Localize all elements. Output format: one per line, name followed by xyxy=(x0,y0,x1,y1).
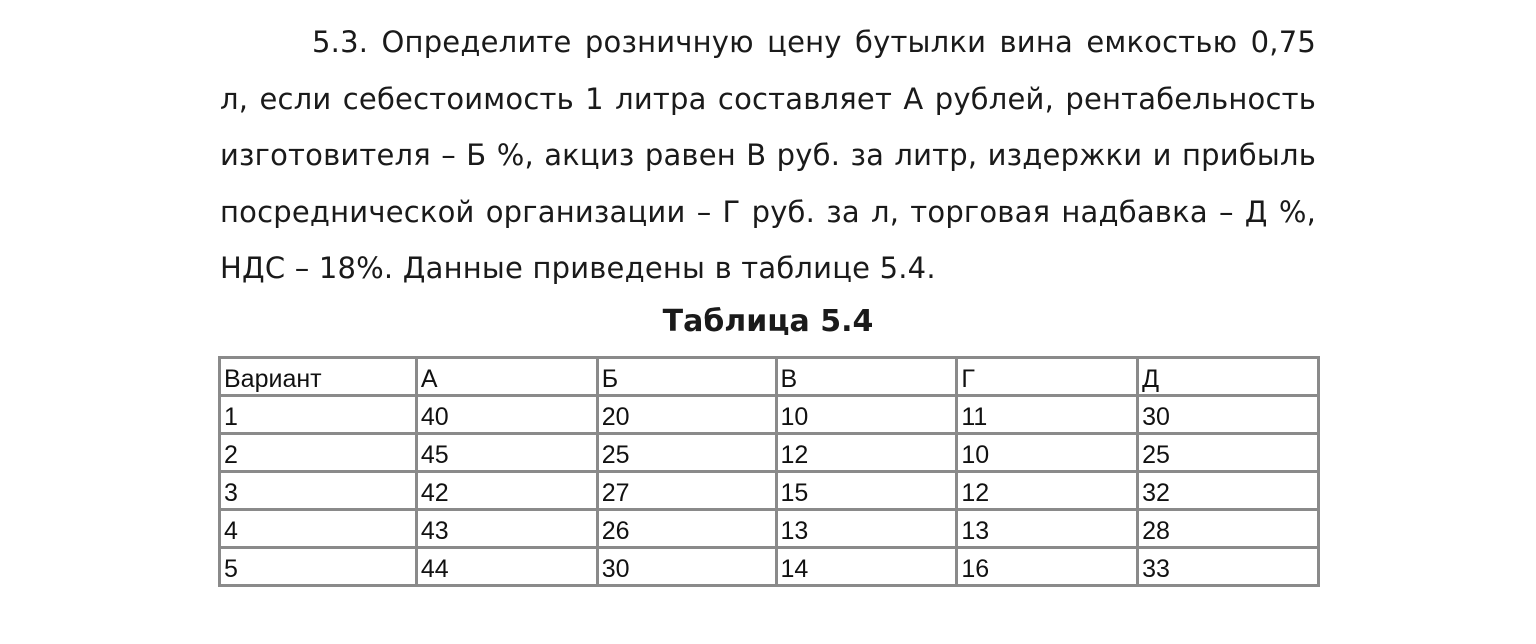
table-row xyxy=(220,510,1319,548)
table-row xyxy=(220,434,1319,472)
header-cell-a: А xyxy=(416,358,597,396)
table-cell: 16 xyxy=(957,548,1138,586)
table-cell: 11 xyxy=(957,396,1138,434)
table-cell: 25 xyxy=(597,434,776,472)
table-cell: 30 xyxy=(1138,396,1319,434)
table-cell: 33 xyxy=(1138,548,1319,586)
variants-table xyxy=(218,356,1320,587)
table-row xyxy=(220,548,1319,586)
table-cell: 12 xyxy=(957,472,1138,510)
table-cell: 10 xyxy=(776,396,957,434)
table-cell: 15 xyxy=(776,472,957,510)
header-cell-d: Д xyxy=(1138,358,1319,396)
table-row xyxy=(220,472,1319,510)
table-cell: 20 xyxy=(597,396,776,434)
table-cell: 44 xyxy=(416,548,597,586)
table-cell: 40 xyxy=(416,396,597,434)
table-cell: 1 xyxy=(220,396,417,434)
table-cell: 43 xyxy=(416,510,597,548)
table-cell: 10 xyxy=(957,434,1138,472)
table-cell: 4 xyxy=(220,510,417,548)
table-cell: 45 xyxy=(416,434,597,472)
table-cell: 2 xyxy=(220,434,417,472)
header-cell-variant: Вариант xyxy=(220,358,417,396)
table-cell: 5 xyxy=(220,548,417,586)
table-header-row xyxy=(220,358,1319,396)
table-row xyxy=(220,396,1319,434)
table-cell: 30 xyxy=(597,548,776,586)
table-cell: 28 xyxy=(1138,510,1319,548)
table-cell: 25 xyxy=(1138,434,1319,472)
header-cell-b: Б xyxy=(597,358,776,396)
table-cell: 14 xyxy=(776,548,957,586)
header-cell-g: Г xyxy=(957,358,1138,396)
table-cell: 42 xyxy=(416,472,597,510)
table-cell: 32 xyxy=(1138,472,1319,510)
table-cell: 26 xyxy=(597,510,776,548)
table-cell: 12 xyxy=(776,434,957,472)
table-cell: 13 xyxy=(957,510,1138,548)
table-cell: 27 xyxy=(597,472,776,510)
header-cell-v: В xyxy=(776,358,957,396)
problem-statement: 5.3. Определите розничную цену бутылки вина емкостью 0,75 л, если себестоимость 1 литра составляет А рублей, рентабельность изготовителя – Б %, акциз равен В руб. за литр, издержки и прибыль посреднической организации – Г руб. за л, торговая надбавка – Д %, НДС – 18%. Данные приведены в таблице 5.4. xyxy=(220,25,1316,285)
table-cell: 3 xyxy=(220,472,417,510)
table-cell: 13 xyxy=(776,510,957,548)
table-title: Таблица 5.4 xyxy=(662,304,874,339)
